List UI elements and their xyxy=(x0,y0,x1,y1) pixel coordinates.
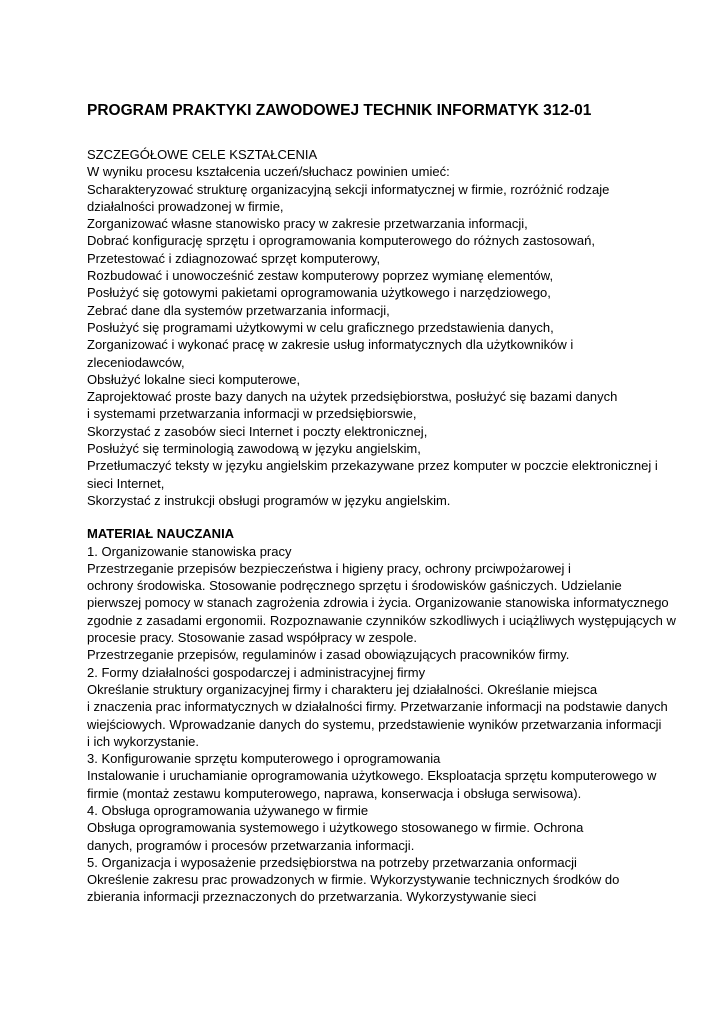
goals-text xyxy=(87,163,687,509)
text-line: Instalowanie i uruchamianie oprogramowania użytkowego. Eksploatacja sprzętu komputerowego w xyxy=(87,768,657,784)
text-line: Posłużyć się gotowymi pakietami oprogramowania użytkowego i narzędziowego, xyxy=(87,285,551,301)
text-line: Posłużyć się terminologią zawodową w języku angielskim, xyxy=(87,441,421,457)
text-line: wiejściowych. Wprowadzanie danych do systemu, przedstawienie wyników przetwarzania informacji xyxy=(87,716,662,732)
text-line: Przetestować i zdiagnozować sprzęt komputerowy, xyxy=(87,250,381,266)
goals-heading: SZCZEGÓŁOWE CELE KSZTAŁCENIA xyxy=(87,147,318,162)
text-line: Przestrzeganie przepisów, regulaminów i zasad obowiązujących pracowników firmy. xyxy=(87,647,570,663)
text-line: 2. Formy działalności gospodarczej i administracyjnej firmy xyxy=(87,664,426,680)
document-title: PROGRAM PRAKTYKI ZAWODOWEJ TECHNIK INFORMATYK 312-01 xyxy=(87,102,592,119)
text-line: pierwszej pomocy w stanach zagrożenia zdrowia i życia. Organizowanie stanowiska informatycznego xyxy=(87,595,669,611)
text-line: 5. Organizacja i wyposażenie przedsiębiorstwa na potrzeby przetwarzania onformacji xyxy=(87,854,577,870)
text-line: 1. Organizowanie stanowiska pracy xyxy=(87,543,292,559)
text-line: firmie (montaż zestawu komputerowego, naprawa, konserwacja i obsługa serwisowa). xyxy=(87,785,582,801)
text-line: Obsługa oprogramowania systemowego i użytkowego stosowanego w firmie. Ochrona xyxy=(87,820,584,836)
text-line: danych, programów i procesów przetwarzania informacji. xyxy=(87,837,415,853)
text-line: Zebrać dane dla systemów przetwarzania informacji, xyxy=(87,302,390,318)
text-line: Skorzystać z zasobów sieci Internet i poczty elektronicznej, xyxy=(87,423,428,439)
text-line: Przetłumaczyć teksty w języku angielskim przekazywane przez komputer w poczcie elektronicznej i xyxy=(87,458,658,474)
text-line: zbierania informacji przeznaczonych do przetwarzania. Wykorzystywanie sieci xyxy=(87,889,537,905)
document-page xyxy=(87,101,687,906)
text-line: Posłużyć się programami użytkowymi w celu graficznego przedstawienia danych, xyxy=(87,319,554,335)
material-text xyxy=(87,543,687,906)
text-line: Scharakteryzować strukturę organizacyjną sekcji informatycznej w firmie, rozróżnić rodzaje xyxy=(87,181,610,197)
text-line: Zaprojektować proste bazy danych na użytek przedsiębiorstwa, posłużyć się bazami danych xyxy=(87,389,618,405)
text-line: Przestrzeganie przepisów bezpieczeństwa i higieny pracy, ochrony prciwpożarowej i xyxy=(87,560,571,576)
text-line: procesie pracy. Stosowanie zasad współpracy w zespole. xyxy=(87,630,417,646)
text-line: Dobrać konfigurację sprzętu i oprogramowania komputerowego do różnych zastosowań, xyxy=(87,233,595,249)
text-line: 3. Konfigurowanie sprzętu komputerowego i oprogramowania xyxy=(87,751,441,767)
material-section xyxy=(87,525,687,906)
text-line: Zorganizować i wykonać pracę w zakresie usług informatycznych dla użytkowników i xyxy=(87,337,574,353)
text-line: Określanie struktury organizacyjnej firmy i charakteru jej działalności. Określanie miejsca xyxy=(87,681,598,697)
text-line: Obsłużyć lokalne sieci komputerowe, xyxy=(87,371,301,387)
text-line: i ich wykorzystanie. xyxy=(87,733,199,749)
text-line: zleceniodawców, xyxy=(87,354,185,370)
text-line: i znaczenia prac informatycznych w działalności firmy. Przetwarzanie informacji na podstawie danych xyxy=(87,699,668,715)
text-line: Rozbudować i unowocześnić zestaw komputerowy poprzez wymianę elementów, xyxy=(87,268,554,284)
goals-section xyxy=(87,146,687,509)
text-line: ochrony środowiska. Stosowanie podręcznego sprzętu i środowisków gaśniczych. Udzielanie xyxy=(87,578,622,594)
text-line: działalności prowadzonej w firmie, xyxy=(87,198,284,214)
text-line: 4. Obsługa oprogramowania używanego w firmie xyxy=(87,802,369,818)
text-line: zgodnie z zasadami ergonomii. Rozpoznawanie czynników szkodliwych i uciążliwych występujących w xyxy=(87,612,676,628)
text-line: sieci Internet, xyxy=(87,475,165,491)
text-line: Zorganizować własne stanowisko pracy w zakresie przetwarzania informacji, xyxy=(87,216,528,232)
text-line: Skorzystać z instrukcji obsługi programów w języku angielskim. xyxy=(87,492,451,508)
material-heading: MATERIAŁ NAUCZANIA xyxy=(87,526,235,542)
text-line: W wyniku procesu kształcenia uczeń/słuchacz powinien umieć: xyxy=(87,164,450,180)
text-line: Określenie zakresu prac prowadzonych w firmie. Wykorzystywanie technicznych środków do xyxy=(87,872,620,888)
text-line: i systemami przetwarzania informacji w przedsiębiorswie, xyxy=(87,406,417,422)
